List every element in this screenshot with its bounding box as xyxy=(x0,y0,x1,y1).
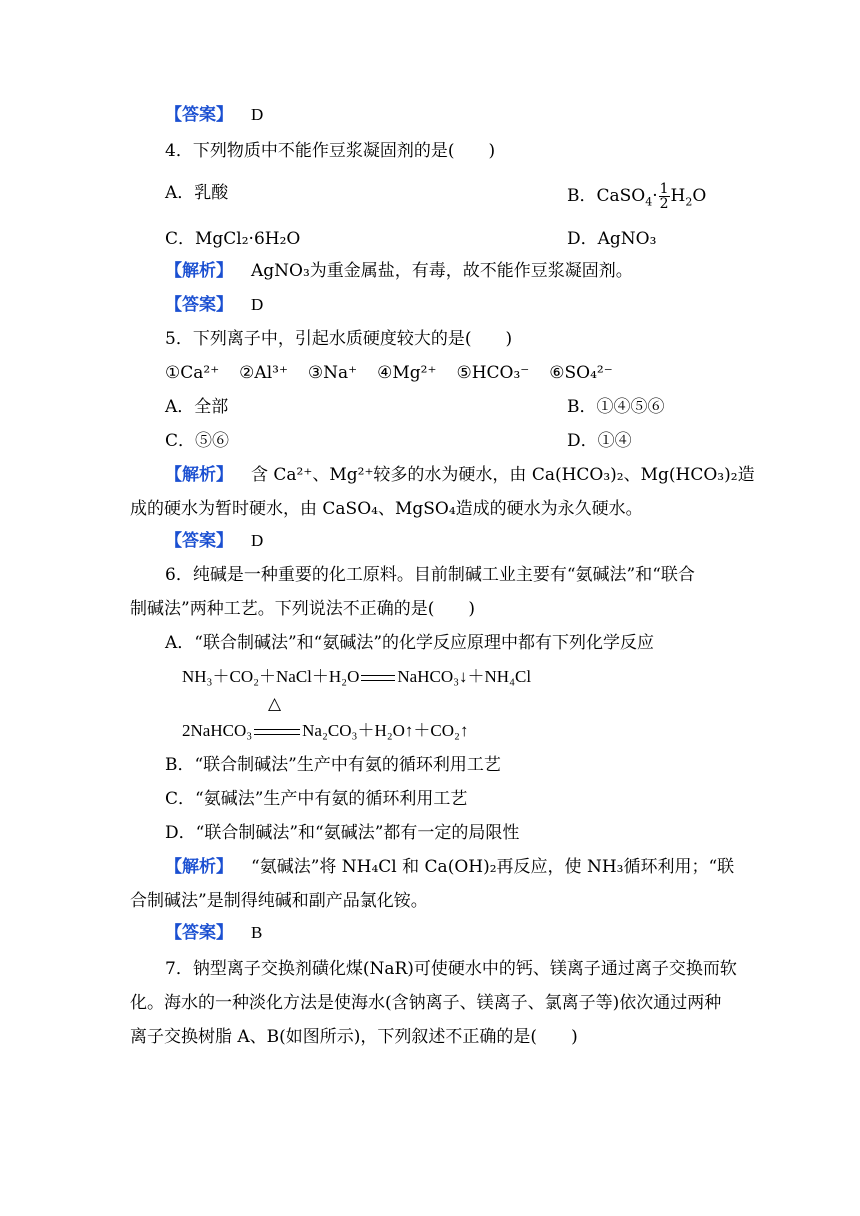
analysis-text: 含 Ca²⁺、Mg²⁺较多的水为硬水，由 Ca(HCO₃)₂、Mg(HCO₃)₂造 xyxy=(251,465,755,485)
option-c: C．⑤⑥ xyxy=(165,431,230,451)
analysis-label: 【解析】 xyxy=(165,857,233,877)
answer-value: D xyxy=(251,531,264,550)
analysis-label: 【解析】 xyxy=(165,465,233,485)
equation-2: 2NaHCO₃ Na₂CO₃＋H₂O↑＋CO₂↑ xyxy=(182,721,469,740)
ion-item: ③Na⁺ xyxy=(307,363,358,383)
answer-line xyxy=(165,104,263,126)
equals-sign xyxy=(254,729,300,735)
heat-symbol: △ xyxy=(268,694,282,714)
question-5-options-cd xyxy=(165,430,765,452)
analysis-text: “氨碱法”将 NH₄Cl 和 Ca(OH)₂再反应，使 NH₃循环利用；“联 xyxy=(251,857,735,877)
equation-1: NH₃＋CO₂＋NaCl＋H₂O NaHCO₃↓＋NH₄Cl xyxy=(182,667,532,686)
equals-sign xyxy=(361,675,395,681)
option-a: A．全部 xyxy=(165,397,229,417)
option-b: B．①④⑤⑥ xyxy=(567,397,665,417)
analysis-text-cont: 合制碱法”是制得纯碱和副产品氯化铵。 xyxy=(130,891,428,911)
analysis-line xyxy=(165,856,734,878)
question-4-stem: 4．下列物质中不能作豆浆凝固剂的是( ) xyxy=(165,141,496,161)
answer-value: D xyxy=(251,295,264,314)
question-6-stem-cont: 制碱法”两种工艺。下列说法不正确的是( ) xyxy=(130,599,475,619)
analysis-line xyxy=(165,464,755,486)
ion-item: ①Ca²⁺ xyxy=(165,363,220,383)
option-b: B．CaSO$_4$· $\frac{1}{2}$ $H_2O$ xyxy=(567,181,707,212)
question-4-options-ab xyxy=(165,181,765,212)
analysis-label: 【解析】 xyxy=(165,261,233,281)
question-6-stem: 6．纯碱是一种重要的化工原料。目前制碱工业主要有“氨碱法”和“联合 xyxy=(165,565,695,585)
question-7-stem-cont: 化。海水的一种淡化方法是使海水(含钠离子、镁离子、氯离子等)依次通过两种 xyxy=(130,993,722,1013)
analysis-text: AgNO₃为重金属盐，有毒，故不能作豆浆凝固剂。 xyxy=(251,261,633,281)
answer-line xyxy=(165,294,263,316)
ion-list xyxy=(165,362,633,384)
answer-value: B xyxy=(251,923,263,942)
analysis-line xyxy=(165,260,633,282)
answer-label: 【答案】 xyxy=(165,295,233,315)
answer-label: 【答案】 xyxy=(165,105,233,125)
ion-item: ⑥SO₄²⁻ xyxy=(549,363,613,383)
question-4-options-cd xyxy=(165,228,765,250)
option-d: D．“联合制碱法”和“氨碱法”都有一定的局限性 xyxy=(165,823,520,843)
question-5-options-ab xyxy=(165,396,765,418)
option-b: B．“联合制碱法”生产中有氨的循环利用工艺 xyxy=(165,755,501,775)
option-a: A．“联合制碱法”和“氨碱法”的化学反应原理中都有下列化学反应 xyxy=(165,633,655,653)
option-d: D．①④ xyxy=(567,431,632,451)
ion-item: ④Mg²⁺ xyxy=(377,363,437,383)
question-5-stem: 5．下列离子中，引起水质硬度较大的是( ) xyxy=(165,329,513,349)
answer-value: D xyxy=(251,105,264,124)
answer-label: 【答案】 xyxy=(165,531,233,551)
fraction-half: $\frac{1}{2}$ xyxy=(659,181,669,212)
ion-item: ②Al³⁺ xyxy=(239,363,288,383)
ion-item: ⑤HCO₃⁻ xyxy=(456,363,530,383)
option-c: C．“氨碱法”生产中有氨的循环利用工艺 xyxy=(165,789,468,809)
answer-line xyxy=(165,922,262,944)
question-7-stem-cont: 离子交换树脂 A、B(如图所示)，下列叙述不正确的是( ) xyxy=(130,1027,578,1047)
option-d: D．AgNO₃ xyxy=(567,229,657,249)
analysis-text-cont: 成的硬水为暂时硬水，由 CaSO₄、MgSO₄造成的硬水为永久硬水。 xyxy=(130,499,643,519)
option-c: C．MgCl₂·6H₂O xyxy=(165,229,301,249)
answer-label: 【答案】 xyxy=(165,923,233,943)
option-a: A．乳酸 xyxy=(165,183,229,203)
answer-line xyxy=(165,530,263,552)
question-7-stem: 7．钠型离子交换剂磺化煤(NaR)可使硬水中的钙、镁离子通过离子交换而软 xyxy=(165,959,737,979)
